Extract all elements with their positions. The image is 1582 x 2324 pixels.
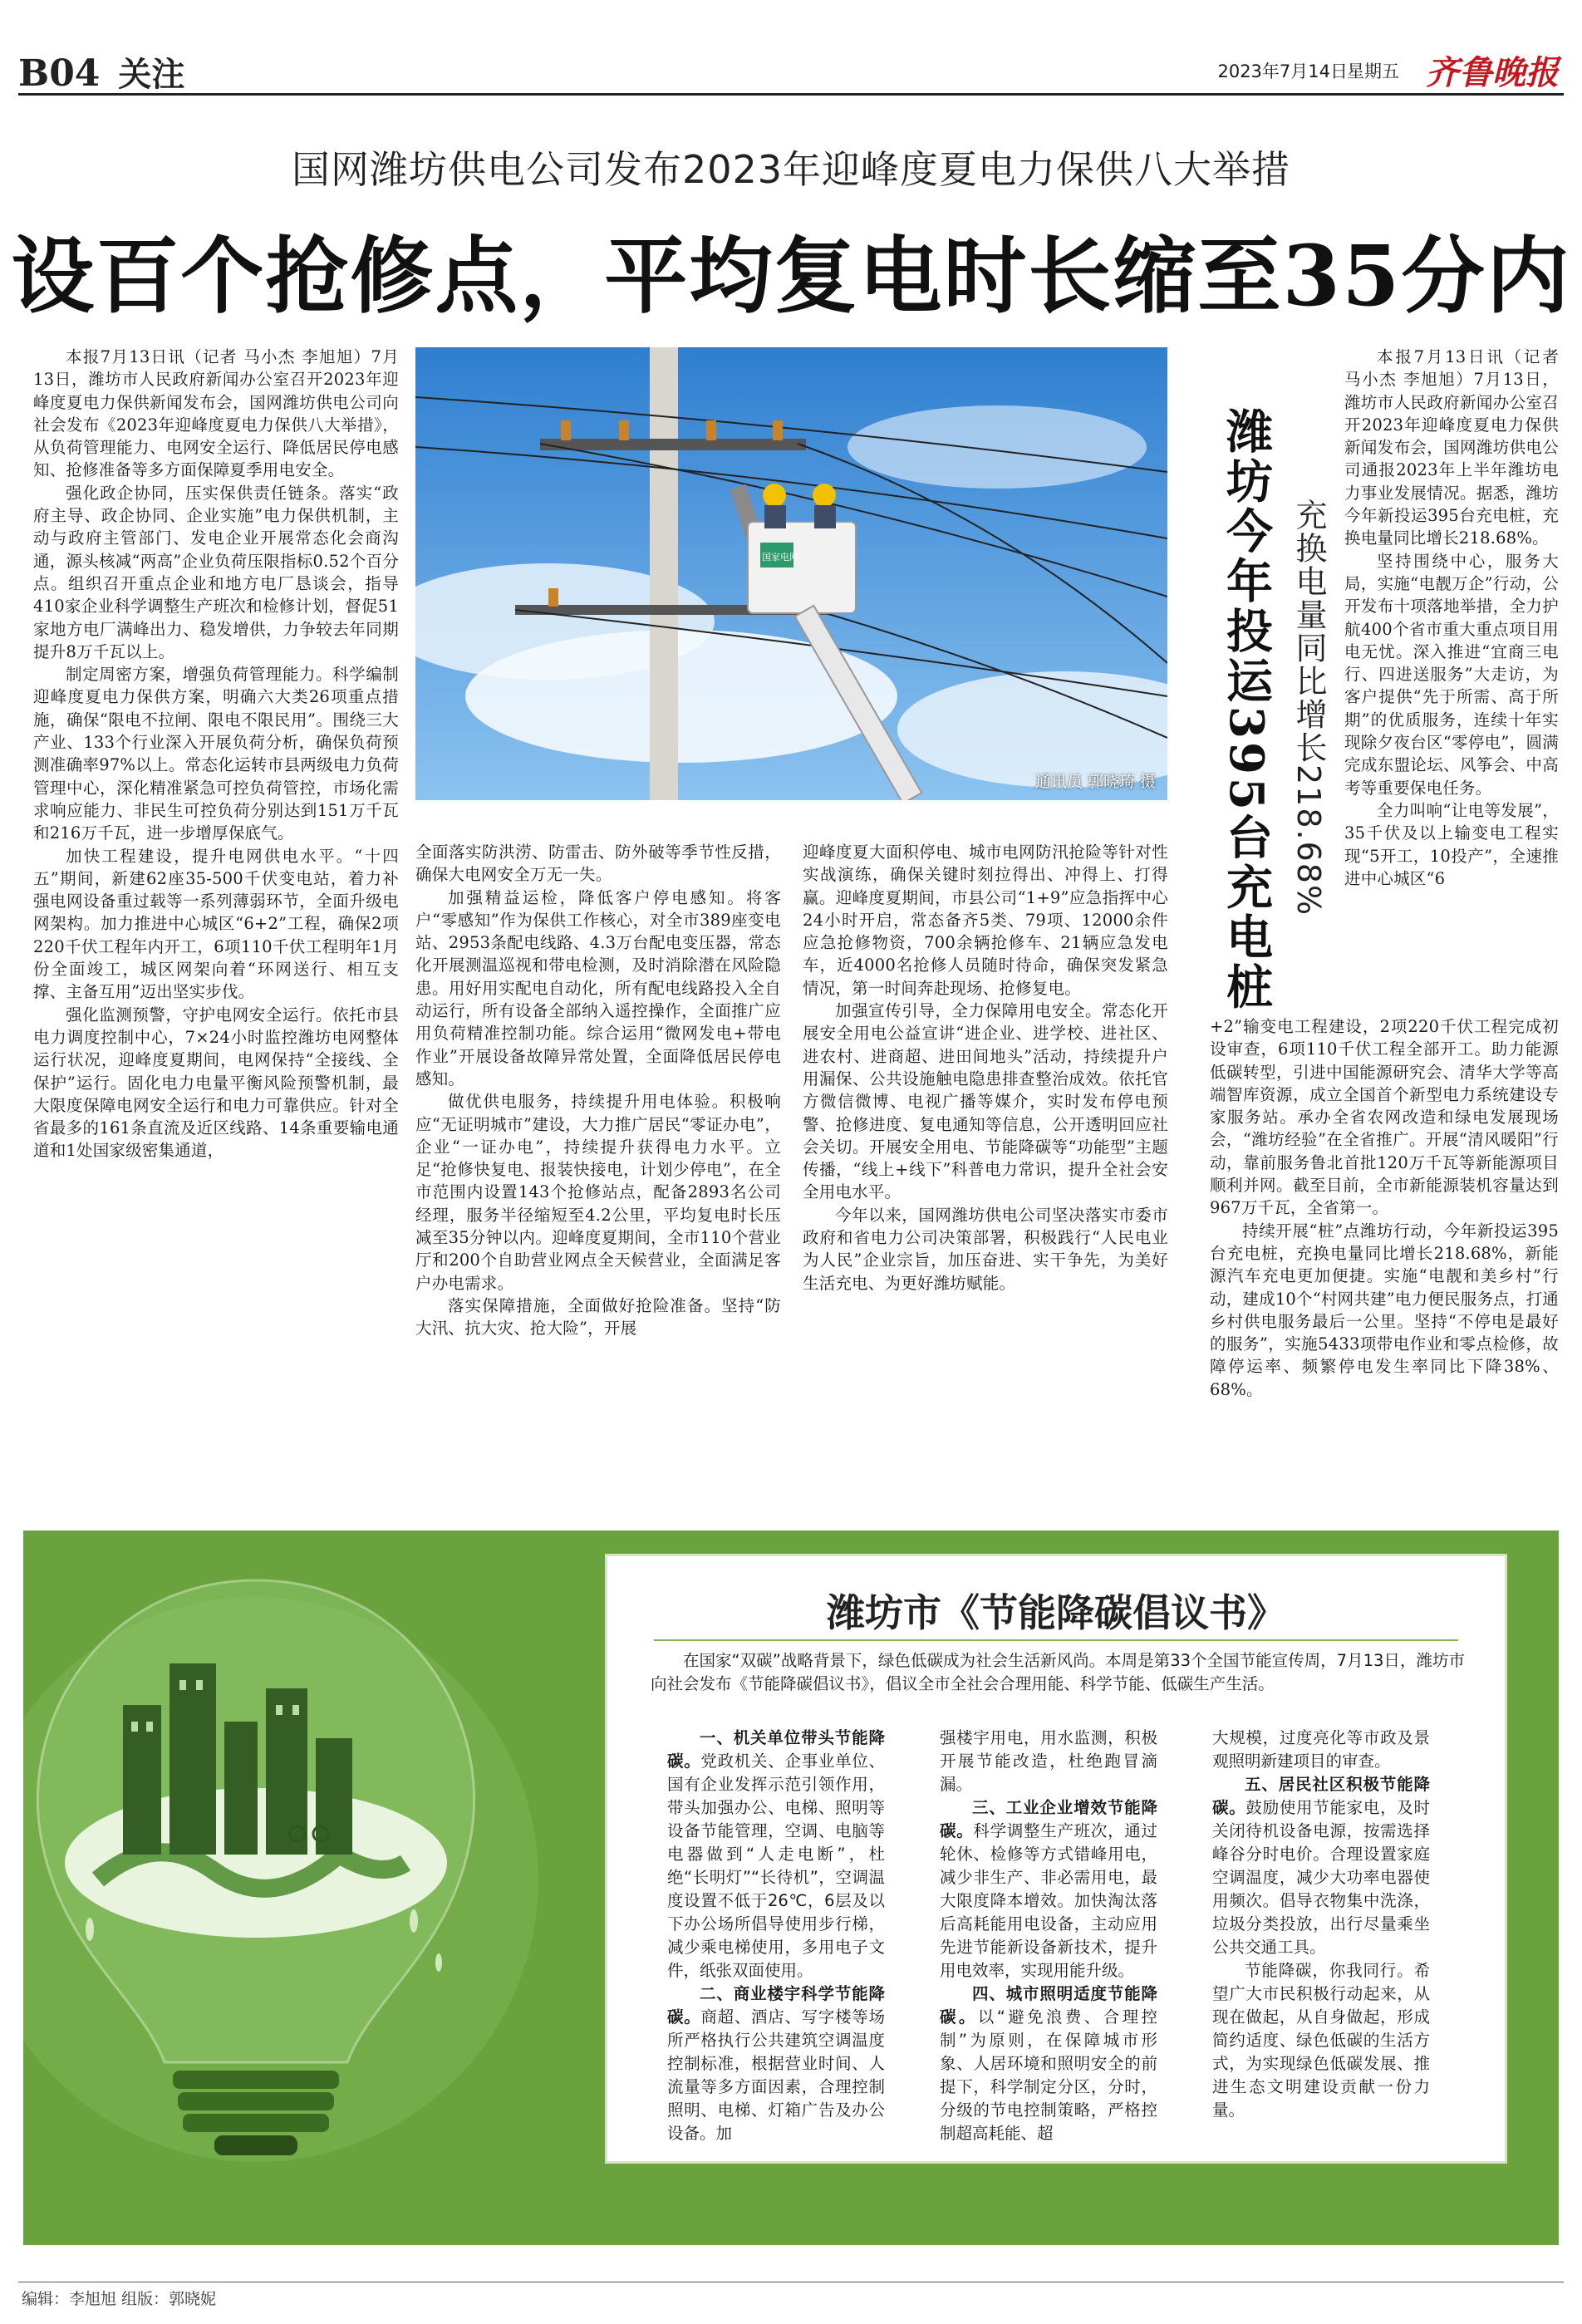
- proposal-item-text: 商超、酒店、写字楼等场所严格执行公共建筑空调温度控制标准，根据营业时间、人流量等多方面因素，合理控制照明、电梯、灯箱广告及办公设备。加: [667, 2007, 885, 2143]
- article-paragraph: 坚持围绕中心，服务大局，实施“电靓万企”行动，公开发布十项落地举措，全力护航400个省市重大重点项目用电无忧。深入推进“宜商三电行、四进送服务”大走访，为客户提供“先于所需、高于所期”的优质服务，连续十年实现除夕夜台区“零停电”，圆满完成东盟论坛、风筝会、中高考等重要保电任务。: [1344, 551, 1559, 798]
- article-paragraph: 本报7月13日讯（记者 马小杰 李旭旭）7月13日，潍坊市人民政府新闻办公室召开2023年迎峰度夏电力保供新闻发布会，国网潍坊供电公司向社会发布《2023年迎峰度夏电力保供八大举措》，从负荷管理能力、电网安全运行、降低居民停电感知、抢修准备等多方面保障夏季用电安全。: [33, 347, 399, 480]
- side-article-bottom: [1210, 1015, 1559, 1401]
- proposal-paragraph: [940, 1727, 1157, 1796]
- article-paragraph: 全力叫响“让电等发展”，35千伏及以上输变电工程实现“5开工，10投产”，全速推进中心城区“6: [1344, 800, 1559, 888]
- article-paragraph: 做优供电服务，持续提升用电体验。积极响应“无证明城市”建设，大力推广居民“零证办电”，企业“一证办电”，持续提升获得电力水平。立足“抢修快复电、报装快接电，计划少停电”，在全市范围内设置143个抢修站点，配备2893名公司经理，服务半径缩短至4.2公里，平均复电时长压减至35分钟以内。迎峰度夏期间，全市110个营业厅和200个自助营业网点全天候营业，全面满足客户办电需求。: [415, 1092, 781, 1293]
- proposal-paragraph: [1212, 1773, 1430, 1959]
- article-subtitle: 国网潍坊供电公司发布2023年迎峰度夏电力保供八大举措: [291, 147, 1291, 192]
- truck-logo-text: 国家电网: [762, 552, 798, 563]
- proposal-title: 潍坊市《节能降碳倡议书》: [827, 1590, 1285, 1635]
- section-name: 关注: [118, 55, 185, 94]
- proposal-paragraph: [667, 1727, 885, 1983]
- article-paragraph: 持续开展“桩”点潍坊行动，今年新投运395台充电桩，充换电量同比增长218.68%，新能源汽车充电更加便捷。实施“电靓和美乡村”行动，建成10个“村网共建”电力便民服务点，打通乡村供电服务最后一公里。坚持“不停电是最好的服务”，实施5433项带电作业和零点检修，故障停运率、频繁停电发生率同比下降38%、68%。: [1210, 1221, 1559, 1399]
- proposal-item-text: 大规模，过度亮化等市政及景观照明新建项目的审查。: [1212, 1728, 1430, 1771]
- article-column-1: [33, 346, 399, 1162]
- article-paragraph: 迎峰度夏大面积停电、城市电网防汛抢险等针对性实战演练，确保关键时刻拉得出、冲得上、打得赢。迎峰度夏期间，市县公司“1+9”应急指挥中心24小时开启，常态备齐5类、79项、12000余件应急抢修物资，700余辆抢修车、21辆应急发电车，近4000名抢修人员随时待命，确保突发紧急情况，第一时间奔赴现场、抢修复电。: [803, 843, 1168, 998]
- proposal-paragraph: [940, 1796, 1157, 1983]
- proposal-column-1: [667, 1727, 885, 2145]
- proposal-item-text: 强楼宇用电，用水监测，积极开展节能改造，杜绝跑冒滴漏。: [940, 1728, 1157, 1794]
- proposal-card: [605, 1554, 1507, 2164]
- proposal-item-heading: 三、工业企业增效节能降碳。: [940, 1798, 1157, 1840]
- article-title: 设百个抢修点，平均复电时长缩至35分内: [11, 227, 1571, 325]
- page-code: [18, 48, 184, 96]
- proposal-item-text: 科学调整生产班次，通过轮休、检修等方式错峰用电，减少非生产、非必需用电，最大限度降本增效。加快淘汰落后高耗能用电设备，主动应用先进节能新设备新技术，提升用电效率，实现用能升级。: [940, 1821, 1157, 1980]
- article-paragraph: 强化监测预警，守护电网安全运行。依托市县电力调度控制中心，7×24小时监控潍坊电网整体运行状况，迎峰度夏期间，电网保持“全接线、全保护”运行。固化电力电量平衡风险预警机制，最大限度保障电网安全运行和电力可靠供应。针对全省最多的161条直流及近区线路、14条重要输电通道和1处国家级密集通道，: [33, 1005, 399, 1161]
- proposal-paragraph: [940, 1983, 1157, 2145]
- article-paragraph: 落实保障措施，全面做好抢险准备。坚持“防大汛、抗大灾、抢大险”，开展: [415, 1295, 781, 1339]
- proposal-item-text: 党政机关、企事业单位、国有企业发挥示范引领作用，带头加强办公、电梯、照明等设备节能管理，空调、电脑等电器做到“人走电断”，杜绝“长明灯”“长待机”，空调温度设置不低于26℃，6层及以下办公场所倡导使用步行梯，减少乘电梯使用，多用电子文件，纸张双面使用。: [667, 1752, 885, 1980]
- article-paragraph: 本报7月13日讯（记者 马小杰 李旭旭）7月13日，潍坊市人民政府新闻办公室召开2023年迎峰度夏电力保供新闻发布会，国网潍坊供电公司通报2023年上半年潍坊电力事业发展情况。据悉，潍坊今年新投运395台充电桩，充换电量同比增长218.68%。: [1344, 347, 1559, 548]
- repair-photo: [415, 347, 1167, 800]
- article-paragraph: +2”输变电工程建设，2项220千伏工程完成初设审查，6项110千伏工程全部开工。助力能源低碳转型，引进中国能源研究会、清华大学等高端智库资源，成立全国首个新型电力系统建设专家服务站。承办全省农网改造和绿电发展现场会，“潍坊经验”在全省推广。开展“清风暖阳”行动，靠前服务鲁北首批120万千瓦等新能源项目顺利并网。截至目前，全市新能源装机容量达到967万千瓦，全省第一。: [1210, 1017, 1559, 1218]
- paper-logo: 齐鲁晚报: [1426, 53, 1559, 92]
- side-article-title: 潍坊今年投运395台充电桩: [1219, 407, 1274, 1013]
- proposal-paragraph: [667, 1983, 885, 2145]
- article-column-2: [415, 841, 781, 1340]
- proposal-column-3: [1212, 1727, 1430, 2122]
- proposal-item-heading: 五、居民社区积极节能降碳。: [1212, 1775, 1430, 1817]
- page-footer-credits: 编辑：李旭旭 组版：郭晓妮: [22, 2290, 217, 2308]
- proposal-column-2: [940, 1727, 1157, 2145]
- article-paragraph: 加快工程建设，提升电网供电水平。“十四五”期间，新建62座35-500千伏变电站，着力补强电网设备重过载等一系列薄弱环节，全面升级电网架构。加力推进中心城区“6+2”工程，确保2项220千伏工程年内开工，6项110千伏工程明年1月份全面竣工，城区网架向着“环网送行、相互支撑、主备互用”迈出坚实步伐。: [33, 846, 399, 1002]
- issue-weekday: 星期五: [1347, 61, 1399, 81]
- page-code-text: B04: [18, 52, 101, 95]
- lineman-bucket-truck-illustration: [415, 347, 1167, 800]
- proposal-divider: [654, 1639, 1458, 1641]
- proposal-intro: 在国家“双碳”战略背景下，绿色低碳成为社会生活新风尚。本周是第33个全国节能宣传周，7月13日，潍坊市向社会发布《节能降碳倡议书》，倡议全市全社会合理用能、科学节能、低碳生产生活。: [651, 1651, 1465, 1693]
- proposal-item-text: 鼓励使用节能家电，及时关闭待机设备电源，按需选择峰谷分时电价。合理设置家庭空调温度，减少大功率电器使用频次。倡导衣物集中洗涤，垃圾分类投放，出行尽量乘坐公共交通工具。: [1212, 1798, 1430, 1957]
- article-paragraph: 全面落实防洪涝、防雷击、防外破等季节性反措，确保大电网安全万无一失。: [415, 843, 781, 885]
- proposal-item-text: 节能降碳，你我同行。希望广大市民积极行动起来，从现在做起，从自身做起，形成简约适度、绿色低碳的生活方式，为实现绿色低碳发展、推进生态文明建设贡献一份力量。: [1212, 1961, 1430, 2120]
- side-article-top: [1344, 346, 1559, 890]
- proposal-item-heading: 二、商业楼宇科学节能降碳。: [667, 1984, 885, 2027]
- article-column-3: [803, 841, 1168, 1295]
- article-paragraph: 加强精益运检，降低客户停电感知。将客户“零感知”作为保供工作核心，对全市389座变电站、2953条配电线路、4.3万台配电变压器，常态化开展测温巡视和带电检测，及时消除潜在风险隐患。用好用实配电自动化，所有配电线路投入全自动运行，所有设备全部纳入遥控操作，全面推广应用负荷精准控制功能。综合运用“微网发电+带电作业”开展设备故障异常处置，全面降低居民停电感知。: [415, 887, 781, 1088]
- proposal-paragraph: [1212, 1727, 1430, 1773]
- proposal-item-heading: 四、城市照明适度节能降碳。: [940, 1984, 1157, 2027]
- proposal-paragraph: [1212, 1959, 1430, 2122]
- header-divider: [18, 93, 1564, 96]
- photo-credit: 通讯员 郭晓琦 摄: [1034, 773, 1156, 791]
- proposal-item-text: 以“避免浪费、合理控制”为原则，在保障城市形象、人居环境和照明安全的前提下，科学制定分区，分时，分级的节电控制策略，严格控制超高耗能、超: [940, 2007, 1157, 2143]
- article-paragraph: 强化政企协同，压实保供责任链条。落实“政府主导、政企协同、企业实施”电力保供机制，主动与政府主管部门、发电企业开展常态化会商沟通，源头核减“两高”企业负荷压限指标0.52个百分点。组织召开重点企业和地方电厂恳谈会，指导410家企业科学调整生产班次和检修计划，督促51家地方电厂满峰出力、稳发增供，力争较去年同期提升8万千瓦以上。: [33, 483, 399, 661]
- side-article-subtitle: 充换电量同比增长218.68%: [1290, 499, 1327, 917]
- proposal-item-heading: 一、机关单位带头节能降碳。: [667, 1728, 885, 1771]
- article-paragraph: 今年以来，国网潍坊供电公司坚决落实市委市政府和省电力公司决策部署，积极践行“人民电业为人民”企业宗旨，加压奋进、实干争先，为美好生活充电、为更好潍坊赋能。: [803, 1205, 1168, 1293]
- article-paragraph: 制定周密方案，增强负荷管理能力。科学编制迎峰度夏电力保供方案，明确六大类26项重点措施，确保“限电不拉闸、限电不限民用”。围绕三大产业、133个行业深入开展负荷分析，确保负荷预测准确率97%以上。常态化运转市县两级电力负荷管理中心，深化精准紧急可控负荷管控，市场化需求响应能力、非民生可控负荷分别达到151万千瓦和216万千瓦，进一步增厚保底气。: [33, 665, 399, 843]
- issue-date: 2023年7月14日: [1217, 61, 1348, 81]
- article-paragraph: 加强宣传引导，全力保障用电安全。常态化开展安全用电公益宣讲“进企业、进学校、进社区、进农村、进商超、进田间地头”活动，持续提升户用漏保、公共设施触电隐患排查整治成效。依托官方微信微博、电视广播等媒介，实时发布停电预警、抢修进度、复电通知等信息，公开透明回应社会关切。开展安全用电、节能降碳等“功能型”主题传播，“线上+线下”科普电力常识，提升全社会安全用电水平。: [803, 1001, 1168, 1202]
